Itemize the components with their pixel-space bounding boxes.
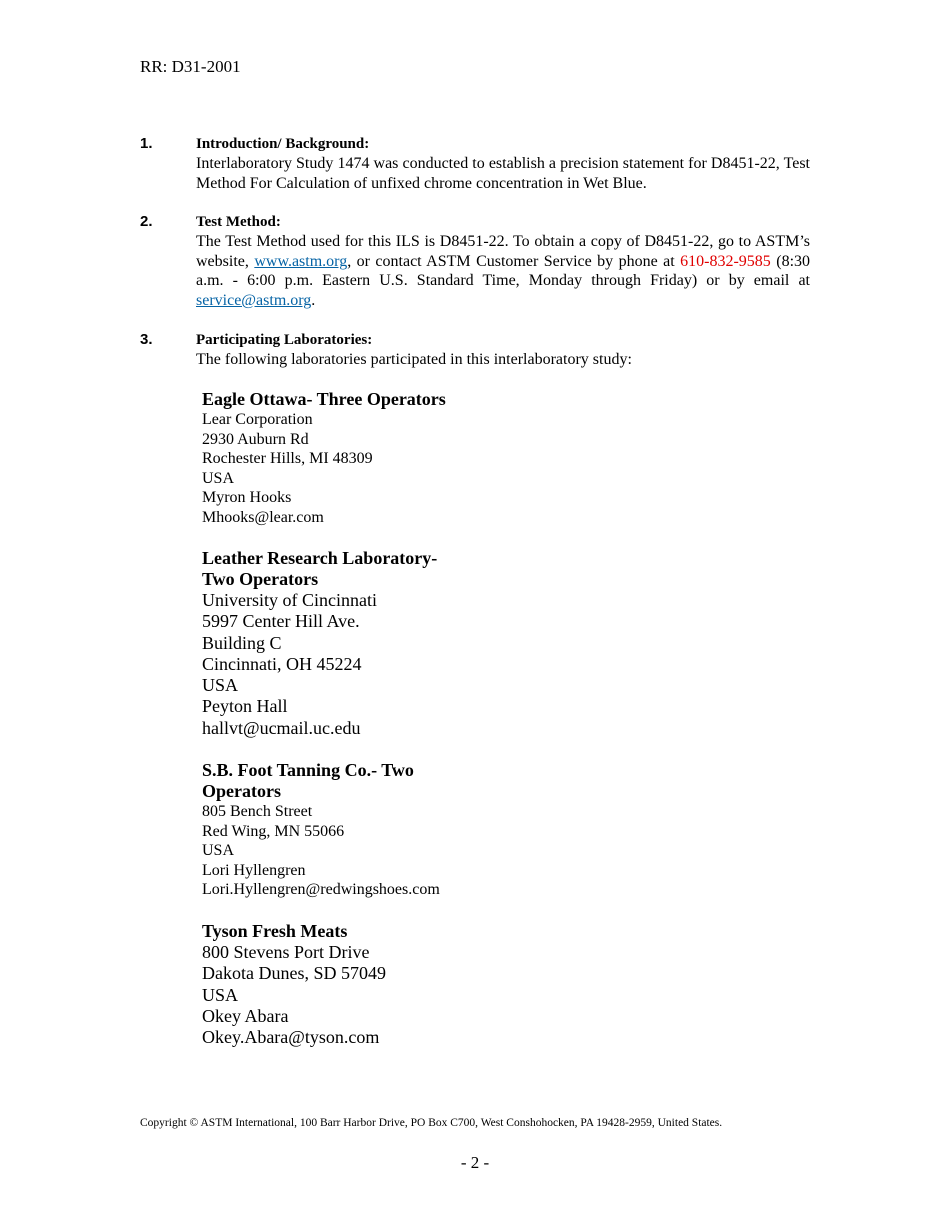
section-number: 1. <box>140 135 153 152</box>
lab-email: Okey.Abara@tyson.com <box>202 1027 380 1048</box>
lab-line: 2930 Auburn Rd <box>202 430 309 448</box>
lab-line: 800 Stevens Port Drive <box>202 942 370 962</box>
lab-line: Rochester Hills, MI 48309 <box>202 450 373 468</box>
lab-line: USA <box>202 469 235 487</box>
lab-name: Eagle Ottawa- Three Operators <box>202 389 446 409</box>
astm-website-link[interactable]: www.astm.org <box>254 252 348 270</box>
lab-name: Two Operators <box>202 569 319 589</box>
lab-line: Building C <box>202 632 282 653</box>
document-id: RR: D31-2001 <box>140 57 241 76</box>
lab-line: Lori Hyllengren <box>202 861 306 879</box>
service-email-link[interactable]: service@astm.org <box>196 291 312 309</box>
lab-name: Leather Research Laboratory- <box>202 548 438 568</box>
lab-tyson-fresh-meats <box>202 921 522 1048</box>
section-participating-labs <box>140 331 810 370</box>
lab-line: Lear Corporation <box>202 411 313 428</box>
section-text: The following laboratories participated in this interlaboratory study: <box>196 351 632 368</box>
lab-name: Operators <box>202 781 281 801</box>
lab-line: Cincinnati, OH 45224 <box>202 653 362 674</box>
lab-leather-research <box>202 548 522 739</box>
section-title: Introduction/ Background: <box>196 136 370 152</box>
lab-line: University of Cincinnati <box>202 590 377 610</box>
lab-eagle-ottawa <box>202 389 522 528</box>
section-number: 3. <box>140 331 153 348</box>
lab-line: Red Wing, MN 55066 <box>202 822 345 840</box>
lab-email: hallvt@ucmail.uc.edu <box>202 717 361 738</box>
lab-line: 805 Bench Street <box>202 803 313 820</box>
lab-line: Okey Abara <box>202 1005 289 1026</box>
copyright-footer: Copyright © ASTM International, 100 Barr Harbor Drive, PO Box C700, West Conshohocken, PA 19428-2959, United States. <box>140 1117 723 1129</box>
lab-line: USA <box>202 842 235 860</box>
section-text: Interlaboratory Study 1474 was conducted to establish a precision statement for D8451-22, Test Method For Calculation of unfixed chrome concentration in Wet Blue. <box>196 155 810 192</box>
lab-line: Myron Hooks <box>202 489 292 507</box>
section-test-method <box>140 213 810 310</box>
lab-line: 5997 Center Hill Ave. <box>202 611 360 632</box>
lab-line: Dakota Dunes, SD 57049 <box>202 963 386 984</box>
section-title: Test Method: <box>196 214 281 230</box>
lab-name: Tyson Fresh Meats <box>202 921 348 941</box>
lab-line: USA <box>202 984 239 1005</box>
lab-name: S.B. Foot Tanning Co.- Two <box>202 760 414 780</box>
section-introduction <box>140 135 810 193</box>
lab-email: Mhooks@lear.com <box>202 508 324 526</box>
section-text: The Test Method used for this ILS is D8451-22. To obtain a copy of D8451-22, go to ASTM’s website, www.astm.org, or contact ASTM Customer Service by phone at 610-832-9585 (8:30 a.m. - 6:00 p.m. Eastern U.S. Standard Time, Monday through Friday) or by email at service@astm.org. <box>196 233 811 309</box>
page-number: - 2 - <box>460 1153 490 1172</box>
lab-email: Lori.Hyllengren@redwingshoes.com <box>202 881 440 899</box>
lab-line: USA <box>202 675 239 696</box>
phone-number: 610-832-9585 <box>680 252 771 270</box>
lab-sb-foot-tanning <box>202 760 522 900</box>
section-number: 2. <box>140 213 153 230</box>
section-title: Participating Laboratories: <box>196 332 373 348</box>
lab-line: Peyton Hall <box>202 696 288 717</box>
